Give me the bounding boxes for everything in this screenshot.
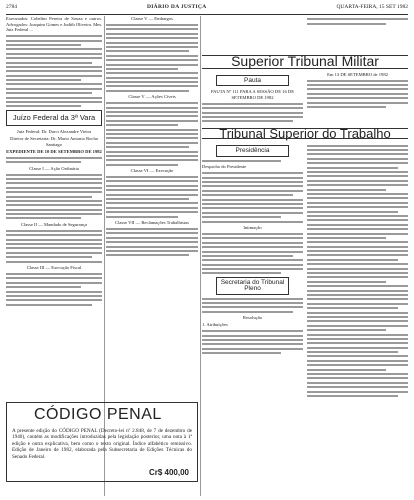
- despacho-title: Despacho do Presidente: [202, 164, 247, 170]
- stm-date: Em 13 DE SETEMBRO de 1982: [327, 71, 388, 77]
- tst-content: [202, 142, 408, 399]
- codigo-penal-advertisement: [6, 402, 198, 482]
- resolucao-title: Resolução: [242, 315, 263, 321]
- pauta-subtitle: PAUTA Nº 111 PARA A SESSÃO DE 16 DE SETEMBRO DE 1982: [210, 89, 295, 100]
- tst-left: [202, 142, 303, 399]
- col2-sub-1: Classe V — Ações Cíveis: [128, 94, 176, 100]
- ad-title: CÓDIGO PENAL: [34, 406, 162, 423]
- ad-body: A presente edição do CÓDIGO PENAL (Decreto-lei nº 2.848, de 7 de dezembro de 1940), contém as modificações introduzidas pela legislação posterior, uma nota à 1ª edição e outra explicativa, bem como o texto original. Índice alfabético remissivo. Edição de Janeiro de 1982, elaborada pela Subsecretaria de Edições Técnicas do Senado Federal.: [12, 428, 192, 460]
- secretaria-heading: Secretaria do Tribunal Pleno: [216, 277, 289, 294]
- atribuicoes-title: 1. Atribuições: [202, 322, 228, 328]
- tst-right: [307, 142, 408, 399]
- page-number: 2784: [6, 4, 17, 10]
- stm-heading: Superior Tribunal Militar: [202, 55, 408, 69]
- issue-date: QUARTA-FEIRA, 15 SET 1982: [336, 4, 408, 10]
- column-rule-2: [200, 16, 201, 496]
- stm-right: [307, 16, 408, 52]
- stm-content-right: [307, 72, 408, 125]
- judge-line: Juiz Federal: Dr. Darci Alexandre Vieira: [16, 129, 92, 135]
- juizo-heading: Juízo Federal da 3ª Vara: [6, 110, 102, 126]
- pauta-heading: Pauta: [216, 75, 289, 87]
- presidencia-heading: Presidência: [216, 145, 289, 157]
- intimacao-title: Intimação: [243, 224, 262, 230]
- expediente-title: EXPEDIENTE DE 10 DE SETEMBRO DE 1982: [6, 148, 102, 154]
- stm-content-left: [202, 72, 303, 125]
- classe-iii-title: Classe III — Execução Fiscal: [26, 264, 82, 270]
- col2-title: Classe V — Embargos: [131, 16, 173, 21]
- stm-left: [202, 16, 303, 52]
- stm-content: [202, 72, 408, 125]
- classe-ii-title: Classe II — Mandado de Segurança: [20, 221, 88, 227]
- newspaper-page: [6, 4, 408, 496]
- classe-i-title: Classe I — Ação Ordinária: [29, 165, 79, 171]
- journal-title: DIÁRIO DA JUSTIÇA: [146, 4, 207, 10]
- stm-area: [202, 16, 408, 52]
- director-line: Diretor de Secretaria: Dr. Mario Antonio Rocha Santiago: [10, 136, 98, 147]
- ad-price: Cr$ 400,00: [148, 468, 189, 477]
- col2-sub-2: Classe VI — Execução: [130, 168, 174, 174]
- tst-heading: Tribunal Superior do Trabalho: [202, 128, 408, 140]
- running-header: [6, 4, 408, 15]
- column-3: [202, 16, 408, 496]
- col2-sub-3: Classe VII — Reclamações Trabalhistas: [115, 219, 189, 225]
- intro-paragraph: Executados: Cobelim Pereira de Souza e outros. Advogados: Joaquim Gomes e Judith Oliveira. Mm. Juiz Federal ...: [6, 16, 102, 33]
